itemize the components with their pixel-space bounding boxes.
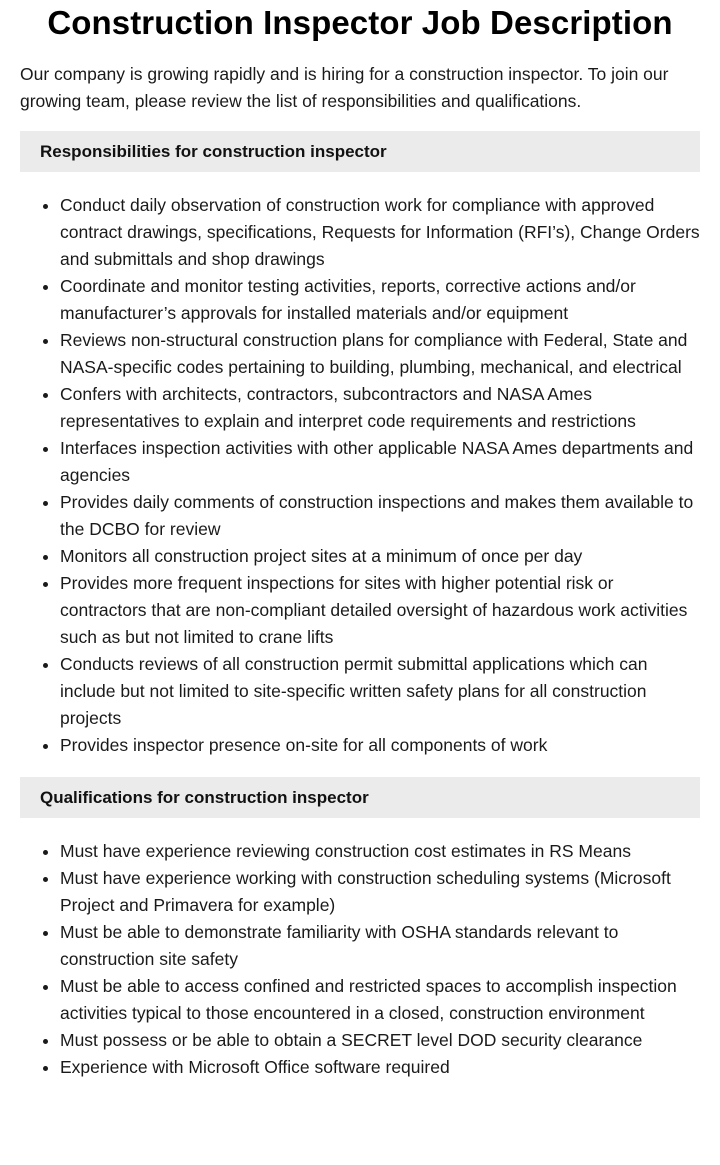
list-item: • Must have experience reviewing construction cost estimates in RS Means bbox=[60, 838, 700, 865]
list-item: • Reviews non-structural construction plans for compliance with Federal, State and NASA-specific codes pertaining to building, plumbing, mechanical, and electrical bbox=[60, 327, 700, 381]
list-item: • Must be able to demonstrate familiarity with OSHA standards relevant to construction site safety bbox=[60, 919, 700, 973]
list-item: • Confers with architects, contractors, subcontractors and NASA Ames representatives to explain and interpret code requirements and restrictions bbox=[60, 381, 700, 435]
list-item: • Provides more frequent inspections for sites with higher potential risk or contractors that are non-compliant detailed oversight of hazardous work activities such as but not limited to crane lifts bbox=[60, 570, 700, 651]
list-item: • Must have experience working with construction scheduling systems (Microsoft Project and Primavera for example) bbox=[60, 865, 700, 919]
page-title: Construction Inspector Job Description bbox=[47, 4, 673, 41]
list-item: • Coordinate and monitor testing activities, reports, corrective actions and/or manufacturer’s approvals for installed materials and/or equipment bbox=[60, 273, 700, 327]
list-item: • Experience with Microsoft Office software required bbox=[60, 1054, 700, 1081]
list-item: • Provides daily comments of construction inspections and makes them available to the DCBO for review bbox=[60, 489, 700, 543]
list-item: • Interfaces inspection activities with other applicable NASA Ames departments and agencies bbox=[60, 435, 700, 489]
qualifications-list bbox=[20, 838, 700, 1081]
list-item: • Provides inspector presence on-site for all components of work bbox=[60, 732, 700, 759]
list-item: • Must be able to access confined and restricted spaces to accomplish inspection activities typical to those encountered in a closed, construction environment bbox=[60, 973, 700, 1027]
list-item: • Monitors all construction project sites at a minimum of once per day bbox=[60, 543, 700, 570]
responsibilities-header: Responsibilities for construction inspector bbox=[20, 131, 700, 172]
list-item: • Conducts reviews of all construction permit submittal applications which can include but not limited to site-specific written safety plans for all construction projects bbox=[60, 651, 700, 732]
qualifications-header: Qualifications for construction inspector bbox=[20, 777, 700, 818]
list-item: • Must possess or be able to obtain a SECRET level DOD security clearance bbox=[60, 1027, 700, 1054]
intro-paragraph: Our company is growing rapidly and is hiring for a construction inspector. To join our growing team, please review the list of responsibilities and qualifications. bbox=[20, 64, 669, 111]
list-item: • Conduct daily observation of construction work for compliance with approved contract drawings, specifications, Requests for Information (RFI’s), Change Orders and submittals and shop drawings bbox=[60, 192, 700, 273]
responsibilities-list bbox=[20, 192, 700, 759]
